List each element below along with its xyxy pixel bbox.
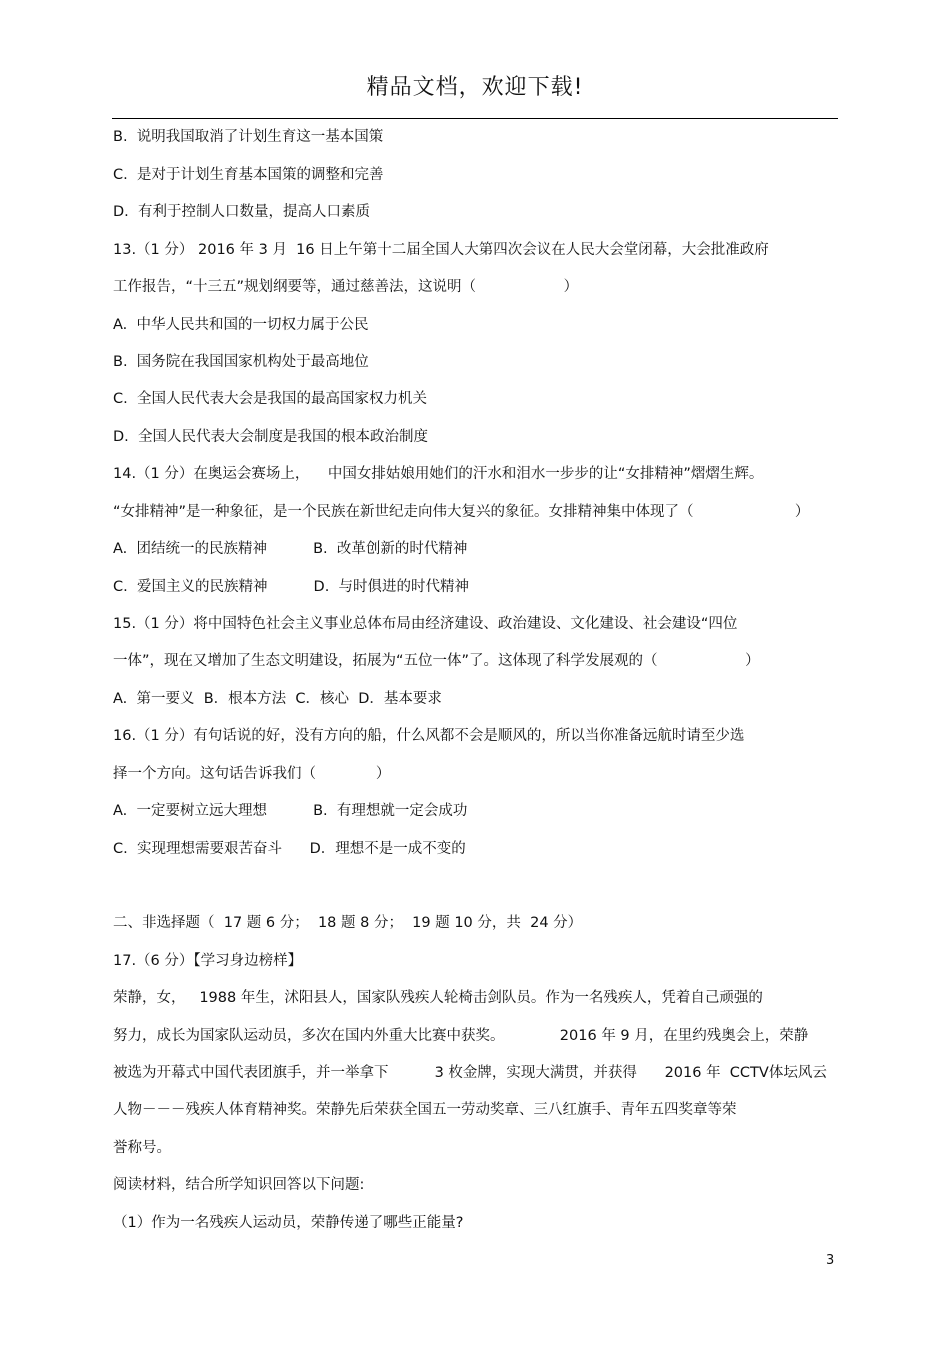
section-heading-non-choice: 二、非选择题（ 17 题 6 分； 18 题 8 分； 19 题 10 分，共 24 分） [113, 915, 583, 931]
passage-line-3: 被选为开幕式中国代表团旗手，并一举拿下 3 枚金牌，实现大满贯，并获得 2016 年 CCTV体坛风云 [113, 1065, 827, 1081]
question-14-line-1: 14.（1 分）在奥运会赛场上， 中国女排姑娘用她们的汗水和泪水一步步的让“女排精神”熠熠生辉。 [113, 466, 764, 482]
passage-line-5: 誉称号。 [113, 1140, 171, 1156]
page-number: 3 [826, 1253, 835, 1268]
document-header-title: 精品文档，欢迎下载! [366, 75, 584, 100]
question-13-option-a: A. 中华人民共和国的一切权力属于公民 [113, 317, 369, 333]
question-13-option-c: C. 全国人民代表大会是我国的最高国家权力机关 [113, 391, 427, 407]
sub-question-1: （1）作为一名残疾人运动员，荣静传递了哪些正能量? [113, 1215, 464, 1231]
question-17-heading: 17.（6 分）【学习身边榜样】 [113, 953, 303, 969]
question-14-options-ab: A. 团结统一的民族精神 B. 改革创新的时代精神 [113, 541, 468, 557]
question-16-options-cd: C. 实现理想需要艰苦奋斗 D．理想不是一成不变的 [113, 841, 466, 857]
question-13-option-b: B. 国务院在我国国家机构处于最高地位 [113, 354, 369, 370]
passage-line-1: 荣静，女， 1988 年生，沭阳县人，国家队残疾人轮椅击剑队员。作为一名残疾人，凭着自己顽强的 [113, 990, 763, 1006]
question-14-options-cd: C. 爱国主义的民族精神 D. 与时俱进的时代精神 [113, 579, 470, 595]
question-16-options-ab: A. 一定要树立远大理想 B. 有理想就一定会成功 [113, 803, 468, 819]
question-16-line-2: 择一个方向。这句话告诉我们（ ） [113, 766, 391, 782]
passage-line-2: 努力，成长为国家队运动员，多次在国内外重大比赛中获奖。 2016 年 9 月，在里约残奥会上，荣静 [113, 1028, 809, 1044]
header-rule [112, 118, 838, 119]
question-13-option-d: D. 全国人民代表大会制度是我国的根本政治制度 [113, 429, 428, 445]
passage-line-4: 人物－－－残疾人体育精神奖。荣静先后荣获全国五一劳动奖章、三八红旗手、青年五四奖章等荣 [113, 1102, 737, 1118]
question-13-line-2: 工作报告，“十三五”规划纲要等，通过慈善法，这说明（ ） [113, 279, 579, 295]
text-line-option-d-q12: D. 有利于控制人口数量，提高人口素质 [113, 204, 370, 220]
question-15-options: A. 第一要义 B．根本方法 C．核心 D．基本要求 [113, 691, 442, 707]
question-13-line-1: 13.（1 分） 2016 年 3 月 16 日上午第十二届全国人大第四次会议在人民大会堂闭幕，大会批准政府 [113, 242, 769, 258]
question-16-line-1: 16.（1 分）有句话说的好，没有方向的船，什么风都不会是顺风的，所以当你准备远航时请至少选 [113, 728, 745, 744]
text-line-option-c-q12: C. 是对于计划生育基本国策的调整和完善 [113, 167, 384, 183]
text-line-option-b-q12: B. 说明我国取消了计划生育这一基本国策 [113, 129, 384, 145]
instruction-line: 阅读材料，结合所学知识回答以下问题: [113, 1177, 365, 1193]
question-15-line-2: 一体”，现在又增加了生态文明建设，拓展为“五位一体”了。这体现了科学发展观的（ ） [113, 653, 760, 669]
question-14-line-2: “女排精神”是一种象征，是一个民族在新世纪走向伟大复兴的象征。女排精神集中体现了（ ） [113, 504, 810, 520]
question-15-line-1: 15.（1 分）将中国特色社会主义事业总体布局由经济建设、政治建设、文化建设、社会建设“四位 [113, 616, 738, 632]
